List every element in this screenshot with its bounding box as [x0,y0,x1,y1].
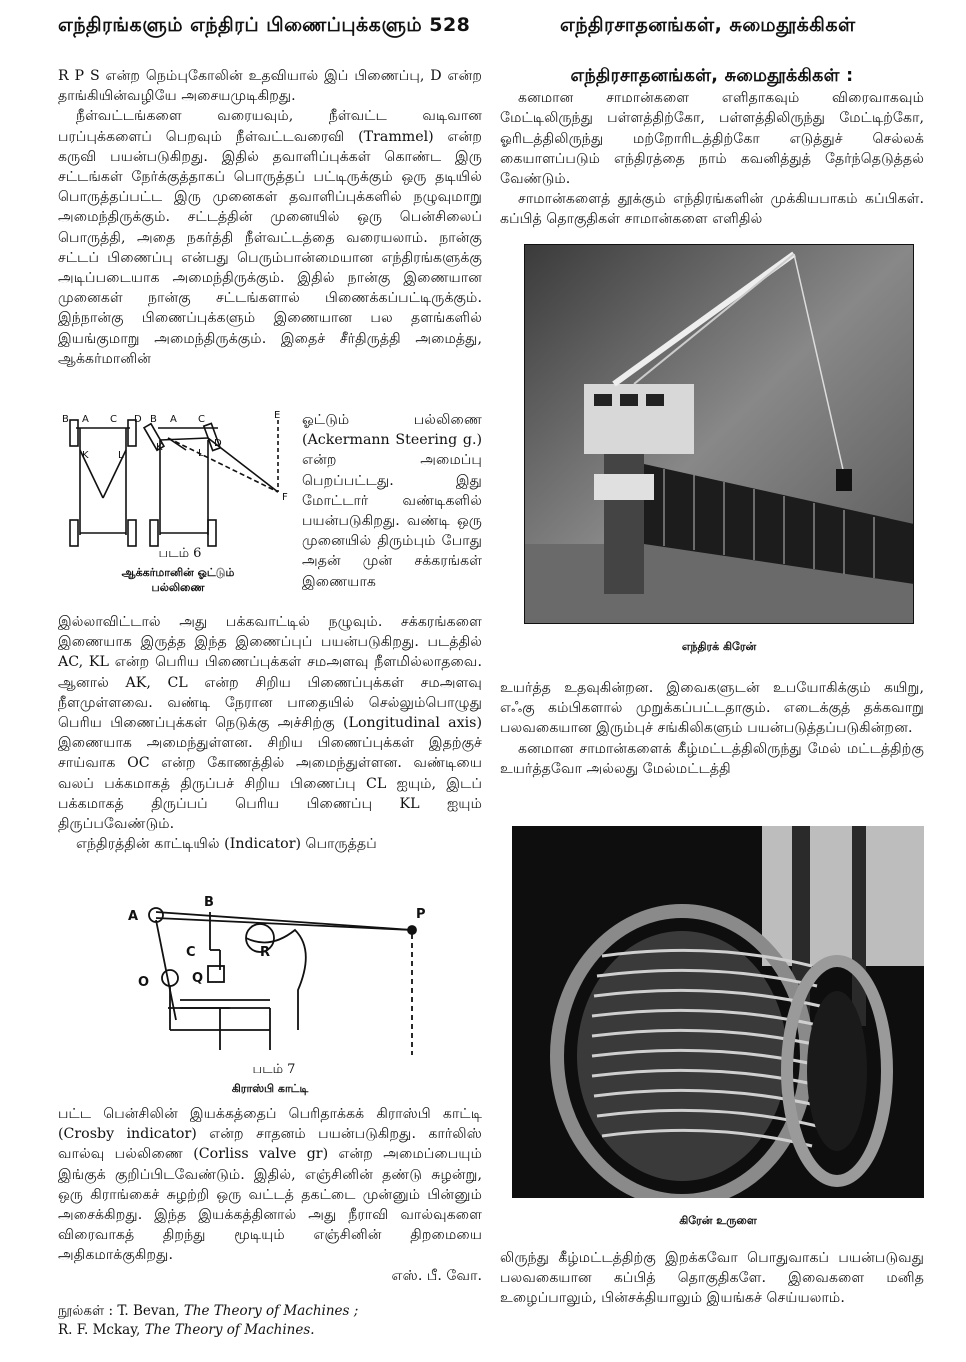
left-column-middle [58,612,482,854]
figure-6-diagram [58,410,298,550]
left-column-top [58,66,482,369]
paragraph: இல்லாவிட்டால் அது பக்கவாட்டில் நழுவும். சக்கரங்களை இணையாக இருத்த இந்த இணைப்புப் பயன்படுகிறது. படத்தில் AC, KL என்ற பெரிய பிணைப்புக்கள் சமஅளவு நீளமில்லாதவை. ஆனால் AK, CL என்ற சிறிய பிணைப்புக்கள் சமஅளவு நீளமுள்ளவை. வண்டி நேரான பாதையில் செல்லும்பொழுது பெரிய பிணைப்புக்கள் நெடுக்கு அச்சிற்கு (Longitudinal axis) இணையாக அமைந்துள்ளன. சிறிய பிணைப்புக்கள் இதற்குச் சாய்வாக OC என்ற கோணத்தில் அமைந்துள்ளன. வண்டியை வலப் பக்கமாகத் திருப்பச் சிறிய பிணைப்பு CL ஐயும், இடப் பக்கமாகத் திருப்பப் பெரிய பிணைப்பு KL ஐயும் திருப்பவேண்டும். [58,614,482,833]
fig6-label: C [110,414,117,425]
page-header-right: எந்திரசாதனங்கள், சுமைதூக்கிகள் [560,14,856,36]
figure-7-number: படம் 7 [252,1062,296,1077]
page-header-left: எந்திரங்களும் எந்திரப் பிணைப்புக்களும் 528 [58,14,471,36]
fig6-label: L [198,448,204,459]
fig6-label: K [82,450,89,461]
fig6-label: B [62,414,69,425]
references [58,1302,482,1340]
figure-6-caption-line1: ஆக்கர்மானின் ஓட்டும் [121,566,235,579]
paragraph: எந்திரத்தின் காட்டியில் (Indicator) பொருத்தப் [76,836,377,853]
fig7-label: A [128,909,139,924]
fig7-label: O [138,975,150,990]
fig6-label: D [134,414,142,425]
fig6-label: A [170,414,177,425]
fig7-label: R [260,945,271,960]
fig7-label: Q [192,971,204,986]
paragraph: R P S என்ற நெம்புகோலின் உதவியால் இப் பிணைப்பு, D என்ற தாங்கியின்வழியே அசையமுடிகிறது. [58,68,482,105]
crane-drum-photo-caption: கிரேன் உருளை [679,1214,757,1227]
crane-photo-caption: எந்திரக் கிரேன் [681,640,757,653]
figure-7-diagram [120,890,430,1060]
fig6-label: L [118,450,124,461]
paragraph: உயர்த்த உதவுகின்றன. இவைகளுடன் உபயோகிக்கும் கயிறு, எஃகு கம்பிகளால் முறுக்கப்பட்டதாகும். எடைக்குத் தக்கவாறு பலவகையான இரும்புச் சங்கிலிகளும் பயன்படுத்தப்படுகின்றன. [500,680,924,737]
author-signature: எஸ். பீ. வோ. [391,1267,482,1284]
paragraph: கனமான சாமான்களை எளிதாகவும் விரைவாகவும் மேட்டிலிருந்து பள்ளத்திற்கோ, பள்ளத்திலிருந்து மேட்டிற்கோ, ஓரிடத்திலிருந்து மற்றோரிடத்திற்கோ எடுத்துச் செல்லக் கையாளப்படும் எந்திரத்தை நாம் கவனித்துத் தேர்ந்தெடுத்தல் வேண்டும். [500,90,924,188]
fig6-label: C [198,414,205,425]
references-prefix: நூல்கள் : [58,1303,114,1319]
right-column-top [500,66,924,230]
paragraph: லிருந்து கீழ்மட்டத்திற்கு இறக்கவோ பொதுவாகப் பயன்படுவது பலவகையான கப்பித் தொகுதிகளே. இவைகளை மனித உழைப்பாலும், பின்சக்தியாலும் இயங்கச் செய்யலாம். [500,1250,924,1307]
fig7-label: B [204,895,214,910]
fig7-label: C [186,945,196,960]
figure-6-wrap-text: ஓட்டும் பல்லிணை (Ackermann Steering g.) என்ற அமைப்பு பெறப்பட்டது. இது மோட்டார் வண்டிகளில் பயன்படுகிறது. வண்டி ஒரு முனையில் திரும்பும் போது அதன் முன் சக்கரங்கள் இணையாக [302,412,482,590]
reference-1-author: T. Bevan, [117,1303,180,1319]
paragraph: கனமான சாமான்களைக் கீழ்மட்டத்திலிருந்து மேல் மட்டத்திற்கு உயர்த்தவோ அல்லது மேல்மட்டத்தி [500,740,924,777]
paragraph: நீள்வட்டங்களை வரையவும், நீள்வட்ட வடிவான பரப்புக்களைப் பெறவும் நீள்வட்டவரைவி (Trammel) என்ற கருவி பயன்படுகிறது. இதில் தவாளிப்புக்கள் கொண்ட இரு சட்டங்கள் நேர்க்குத்தாகப் பொருத்தப் பட்டிருக்கும் ஒரு தடியில் பொருத்தப்பட்ட இரு முனைகள் தவாளிப்புக்களில் நழுவுமாறு அமைந்திருக்கும். சட்டத்தின் முனையில் ஒரு பென்சிலைப் பொருத்தி, அதை நகர்த்தி நீள்வட்டத்தை வரையலாம். நான்கு சட்டப் பிணைப்பு என்பது பெரும்பான்மையான எந்திரங்களுக்கு அடிப்படையாக அமைந்திருக்கும். இதில் நான்கு இணையான முனைகள் நான்கு சட்டங்களால் பிணைக்கப்பட்டிருக்கும். இந்நான்கு பிணைப்புக்களும் இணையான பல தளங்களில் இயங்குமாறு அமைந்திருக்கும். இதைச் சீர்திருத்தி அமைத்து, ஆக்கர்மானின் [58,108,482,367]
paragraph: சாமான்களைத் தூக்கும் எந்திரங்களின் முக்கியபாகம் கப்பிகள். கப்பித் தொகுதிகள் சாமான்களை எளிதில் [500,191,924,228]
crane-photo [524,244,914,624]
right-column-bottom [500,1248,924,1309]
fig7-label: P [416,907,426,922]
right-column-middle [500,678,924,779]
figure-7-caption: கிராஸ்பி காட்டி [231,1082,309,1095]
fig6-label: D [214,438,222,449]
section-title: எந்திரசாதனங்கள், சுமைதூக்கிகள் : [570,66,854,86]
crane-drum-photo [512,826,924,1198]
fig6-label: K [156,442,163,453]
reference-1-title: The Theory of Machines ; [183,1303,359,1319]
fig6-label: A [82,414,89,425]
reference-2-author: R. F. Mckay, [58,1322,141,1338]
fig6-label: F [282,492,288,503]
left-column-bottom [58,1104,482,1286]
figure-6-caption-line2: பல்லிணை [151,581,205,594]
fig6-label: B [150,414,157,425]
paragraph: பட்ட பென்சிலின் இயக்கத்தைப் பெரிதாக்கக் கிராஸ்பி காட்டி (Crosby indicator) என்ற சாதனம் பயன்படுகிறது. கார்லிஸ் வால்வு பல்லிணை (Corliss valve gr) என்ற அமைப்பையும் இங்குக் குறிப்பிடவேண்டும். இதில், எஞ்சினின் தண்டு சுழன்று, ஒரு கிராங்கைச் சுழற்றி ஒரு வட்டத் தகட்டை முன்னும் பின்னும் அசைக்கிறது. இந்த இயக்கத்தினால் அது நீராவி வால்வுகளை விரைவாகத் திறந்து மூடியும் எஞ்சினின் திறமையை அதிகமாக்குகிறது. [58,1106,482,1264]
reference-2-title: The Theory of Machines. [144,1322,315,1338]
figure-6-number: படம் 6 [158,546,202,561]
fig6-label: E [274,410,281,421]
